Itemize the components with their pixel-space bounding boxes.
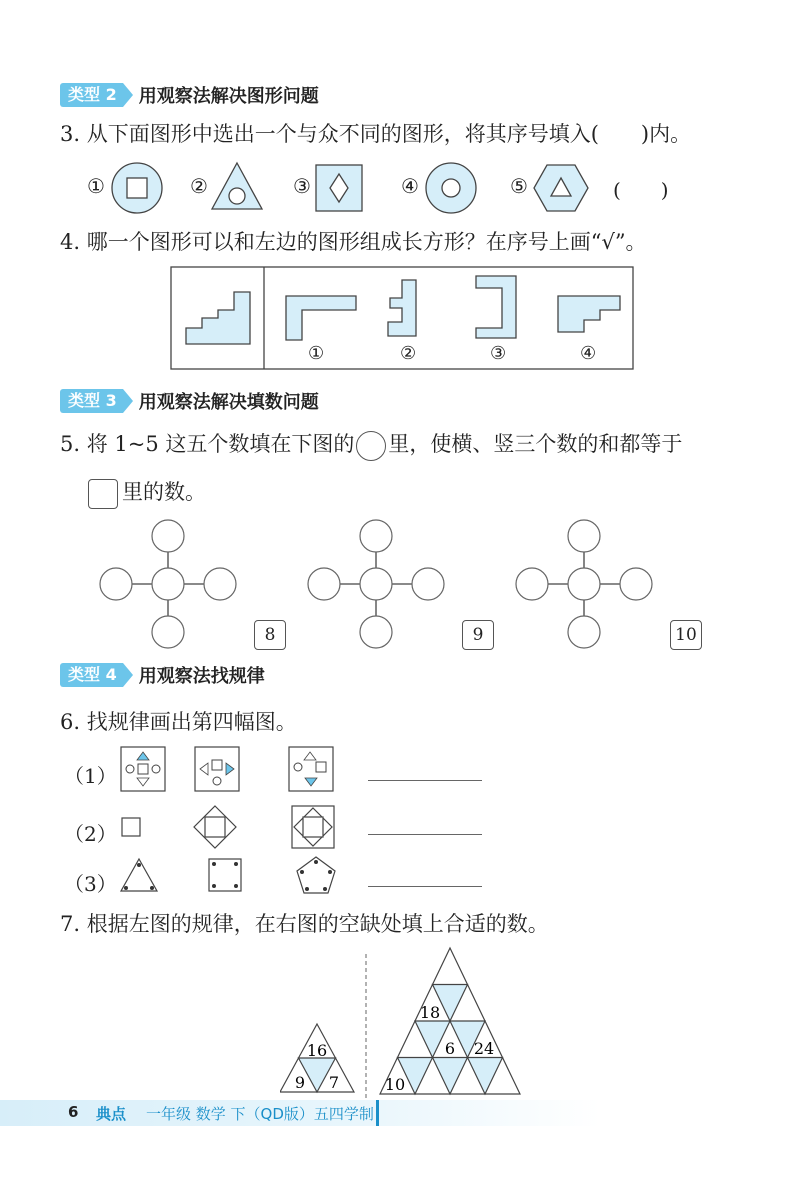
q6-answer-line[interactable] (368, 834, 482, 835)
big-number-d: 10 (384, 1075, 406, 1094)
big-number-b: 6 (444, 1039, 456, 1058)
q6-answer-line[interactable] (368, 886, 482, 887)
q4-option-label[interactable]: ④ (580, 343, 597, 364)
section-type4-header (60, 662, 265, 688)
square-placeholder-icon (88, 479, 118, 509)
small-number-triangle (280, 1024, 354, 1092)
q7-triangles-figure (280, 944, 530, 1098)
section-type3-header (60, 388, 319, 414)
sum-box: 8 (254, 620, 286, 650)
pattern-1-figure-3 (288, 746, 334, 792)
question-6-text: 6. 找规律画出第四幅图。 (60, 710, 297, 734)
question-7-text: 7. 根据左图的规律，在右图的空缺处填上合适的数。 (60, 912, 549, 936)
q3-option-label: ④ (401, 174, 419, 198)
circle-with-square-shape (109, 160, 165, 216)
q3-option-label: ⑤ (510, 174, 528, 198)
small-top-number: 16 (306, 1041, 328, 1060)
small-right-number: 7 (328, 1073, 340, 1092)
sum-box: 9 (462, 620, 494, 650)
question-4-text: 4. 哪一个图形可以和左边的图形组成长方形？在序号上画“√”。 (60, 230, 647, 254)
q5-cross-figure (514, 518, 654, 650)
q5-cross-figure (98, 518, 238, 650)
q5-cross-figure (306, 518, 446, 650)
question-5-text-line2: 里的数。 (88, 476, 206, 509)
big-number-c: 24 (473, 1039, 495, 1058)
hexagon-with-triangle-shape (531, 162, 591, 214)
question-5-text-line1: 5. 将 1~5 这五个数填在下图的 里，使横、竖三个数的和都等于 (60, 428, 682, 461)
triangle-with-dots-figure (118, 856, 160, 894)
circle-placeholder-icon (356, 431, 386, 461)
square-in-diamond-figure (192, 804, 238, 850)
brand-logo: 典点 (96, 1105, 127, 1123)
section-type2-header (60, 82, 319, 108)
square-figure (120, 816, 142, 838)
section-badge: 类型 2 (60, 83, 123, 107)
square-with-diamond-shape (313, 162, 365, 214)
section-title: 用观察法找规律 (138, 666, 265, 687)
q3-option-label: ① (87, 174, 105, 198)
q3-option-label: ② (190, 174, 208, 198)
question-3-text: 3. 从下面图形中选出一个与众不同的图形，将其序号填入( )内。 (60, 122, 692, 146)
q3-options-row (85, 160, 765, 220)
nested-squares-figure (290, 804, 336, 850)
pentagon-with-dots-figure (294, 854, 338, 896)
square-with-dots-figure (206, 856, 244, 894)
footer-divider (376, 1100, 379, 1126)
q6-row-label: （2） (64, 822, 117, 846)
section-title: 用观察法解决填数问题 (138, 392, 319, 413)
section-badge: 类型 3 (60, 389, 123, 413)
small-left-number: 9 (294, 1073, 306, 1092)
q6-answer-line[interactable] (368, 780, 482, 781)
q6-row-label: （1） (64, 764, 117, 788)
sum-box: 10 (670, 620, 702, 650)
section-badge: 类型 4 (60, 663, 123, 687)
q3-answer-paren[interactable]: ( ) (613, 178, 669, 202)
pattern-1-figure-2 (194, 746, 240, 792)
big-number-a: 18 (419, 1003, 441, 1022)
q6-row-label: （3） (64, 872, 117, 896)
page-number: 6 (68, 1103, 79, 1121)
pattern-1-figure-1 (120, 746, 166, 792)
triangle-with-circle-shape (209, 160, 265, 212)
ring-shape (423, 160, 479, 216)
q4-option-label[interactable]: ② (400, 343, 417, 364)
q4-option-label[interactable]: ③ (490, 343, 507, 364)
q4-option-label[interactable]: ① (308, 343, 325, 364)
section-title: 用观察法解决图形问题 (138, 86, 319, 107)
book-title: 一年级 数学 下（QD版）五四学制 (146, 1105, 374, 1123)
q3-option-label: ③ (293, 174, 311, 198)
big-number-triangle (380, 948, 520, 1094)
